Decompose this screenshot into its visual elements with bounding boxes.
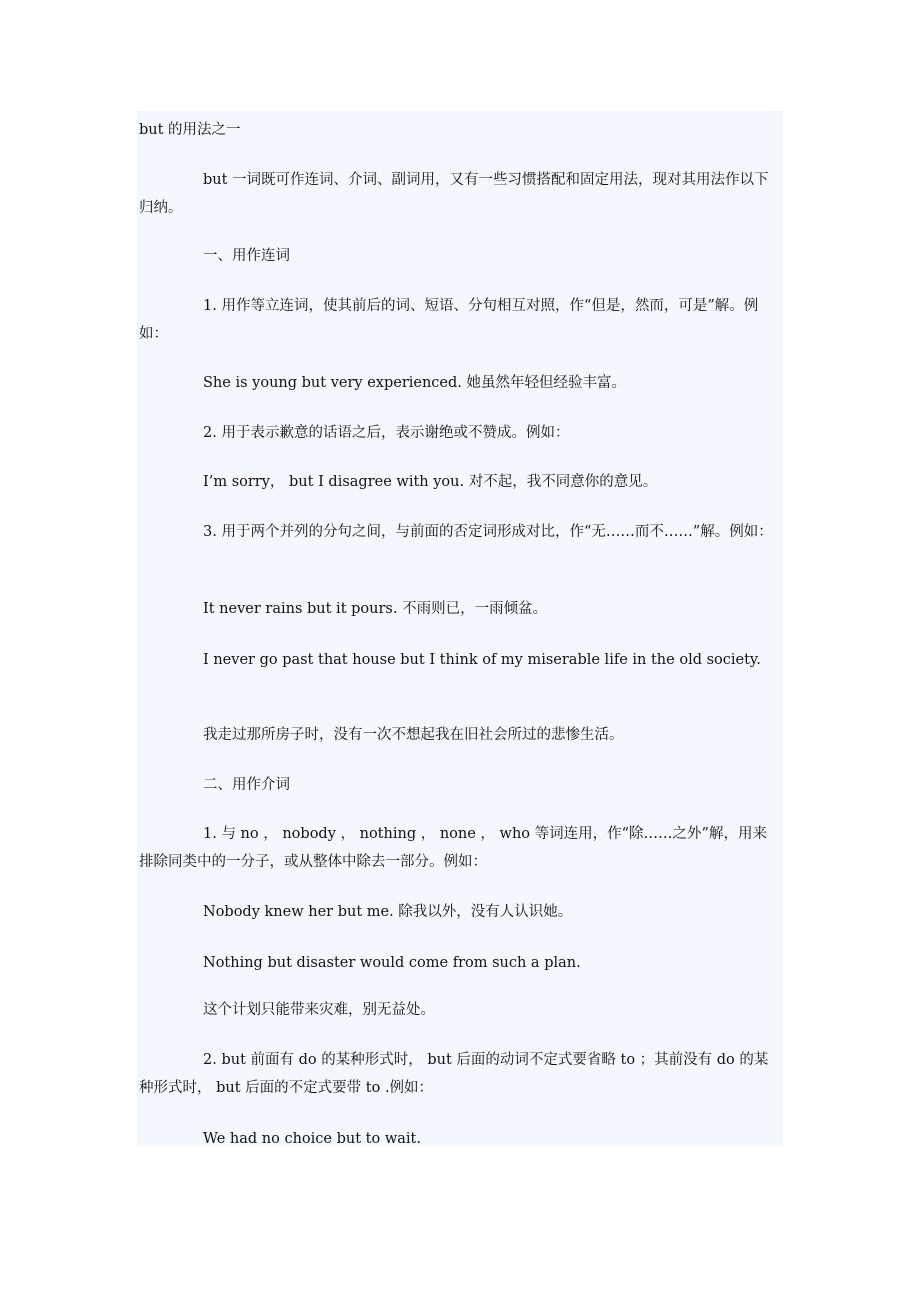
section1-heading: 一、用作连词 — [203, 248, 290, 264]
section1-example3: It never rains but it pours. 不雨则已，一雨倾盆。 — [203, 601, 548, 617]
intro-paragraph: but 一词既可作连词、介词、副词用，又有一些习惯搭配和固定用法，现对其用法作以下归纳。 — [139, 172, 769, 216]
section1-example4-translation: 我走过那所房子时，没有一次不想起我在旧社会所过的悲惨生活。 — [203, 727, 624, 743]
section2-example2: Nothing but disaster would come from such a plan. — [203, 955, 581, 971]
section2-example3: We had no choice but to wait. — [203, 1131, 421, 1147]
section2-example1: Nobody knew her but me. 除我以外，没有人认识她。 — [203, 904, 573, 920]
section2-item2: 2. but 前面有 do 的某种形式时， but 后面的动词不定式要省略 to ；其前没有 do 的某种形式时， but 后面的不定式要带 to .例如： — [139, 1052, 769, 1096]
section1-example1: She is young but very experienced. 她虽然年轻但经验丰富。 — [203, 375, 627, 391]
section1-item2: 2. 用于表示歉意的话语之后，表示谢绝或不赞成。例如： — [203, 425, 570, 441]
section1-example4: I never go past that house but I think of my miserable life in the old society. — [203, 652, 761, 668]
section1-item1: 1. 用作等立连词，使其前后的词、短语、分句相互对照，作“但是，然而，可是”解。例如： — [139, 298, 759, 342]
section2-item1: 1. 与 no ， nobody ， nothing ， none ， who 等词连用，作“除……之外”解，用来排除同类中的一分子，或从整体中除去一部分。例如： — [139, 826, 767, 870]
section1-example2: I’m sorry， but I disagree with you. 对不起，我不同意你的意见。 — [203, 474, 658, 490]
section2-heading: 二、用作介词 — [203, 777, 290, 793]
document-page — [137, 111, 783, 1146]
section2-example2-translation: 这个计划只能带来灾难，别无益处。 — [203, 1002, 435, 1018]
section1-item3: 3. 用于两个并列的分句之间，与前面的否定词形成对比，作“无……而不……”解。例如： — [203, 524, 773, 540]
document-title: but 的用法之一 — [139, 122, 241, 138]
